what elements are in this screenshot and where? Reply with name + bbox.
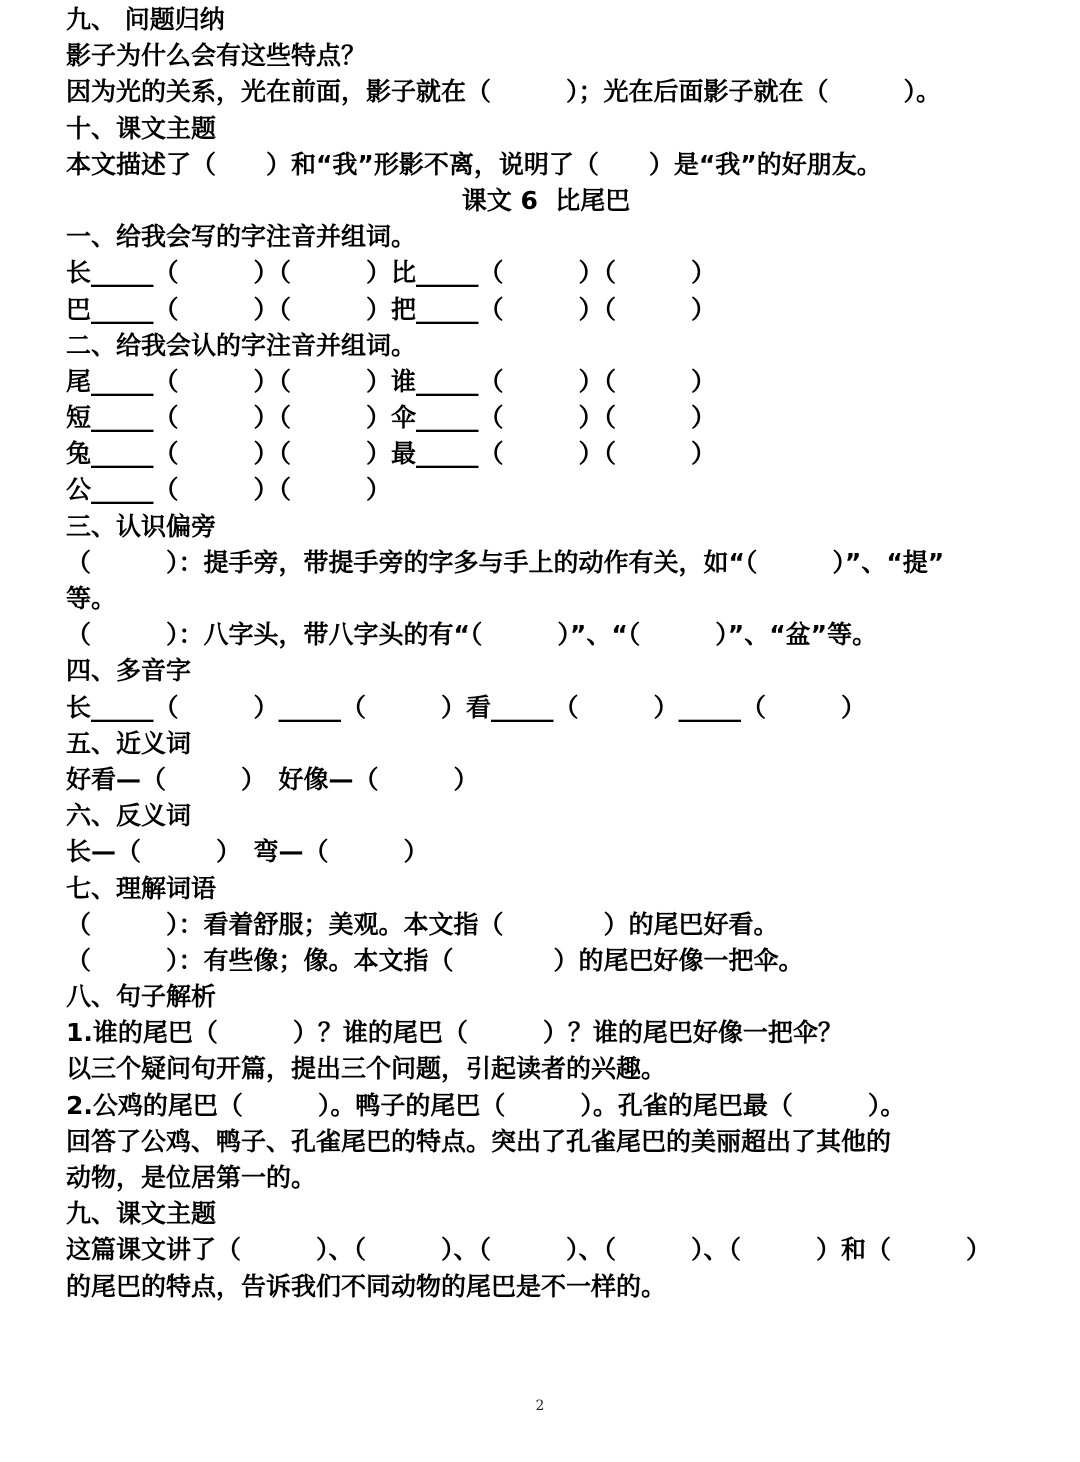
explanation-text: 的尾巴的特点，告诉我们不同动物的尾巴是不一样的。 [66, 1271, 667, 1301]
exercise-row: 2.公鸡的尾巴（ ）。鸭子的尾巴（ ）。孔雀的尾巴最（ ）。 [66, 1090, 906, 1120]
exercise-row: 好看—（ ） 好像—（ ） [66, 764, 479, 794]
question-text: 影子为什么会有这些特点？ [66, 41, 367, 71]
exercise-row: （ ）：有些像；像。本文指（ ）的尾巴好像一把伞。 [66, 945, 804, 975]
section-heading: 五、近义词 [66, 728, 192, 758]
section-heading: 九、 问题归纳 [66, 5, 225, 34]
exercise-row: 兔_____（ ）（ ）最_____（ ）（ ） [66, 439, 717, 469]
exercise-row: 尾_____（ ）（ ）谁_____（ ）（ ） [66, 366, 717, 396]
section-heading: 十、课文主题 [66, 113, 217, 143]
fill-in-sentence: 因为光的关系，光在前面，影子就在（ ）；光在后面影子就在（ ）。 [66, 77, 942, 107]
exercise-row: 长—（ ） 弯—（ ） [66, 837, 429, 867]
explanation-text: 回答了公鸡、鸭子、孔雀尾巴的特点。突出了孔雀尾巴的美丽超出了其他的 [66, 1126, 892, 1156]
section-heading: 六、反义词 [66, 801, 192, 831]
exercise-row: （ ）：八字头，带八字头的有“（ ）”、“（ ）”、“盆”等。 [66, 620, 878, 650]
exercise-row: （ ）：提手旁，带提手旁的字多与手上的动作有关，如“（ ）”、“提” [66, 547, 945, 577]
lesson-title: 课文 6 比尾巴 [461, 185, 631, 215]
section-heading: 七、理解词语 [66, 873, 217, 903]
section-heading: 三、认识偏旁 [66, 511, 217, 541]
exercise-row: （ ）：看着舒服；美观。本文指（ ）的尾巴好看。 [66, 909, 779, 939]
section-heading: 二、给我会认的字注音并组词。 [66, 330, 417, 360]
page-number: 2 [535, 1398, 545, 1414]
exercise-row: 1.谁的尾巴（ ）？谁的尾巴（ ）？谁的尾巴好像一把伞？ [66, 1018, 843, 1048]
section-heading: 一、给我会写的字注音并组词。 [66, 222, 417, 252]
exercise-row: 短_____（ ）（ ）伞_____（ ）（ ） [66, 403, 717, 433]
explanation-text: 动物，是位居第一的。 [66, 1163, 317, 1192]
exercise-row: 巴_____（ ）（ ）把_____（ ）（ ） [66, 294, 717, 324]
explanation-text: 以三个疑问句开篇，提出三个问题，引起读者的兴趣。 [66, 1054, 667, 1084]
section-heading: 九、课文主题 [66, 1199, 217, 1229]
exercise-row: 这篇课文讲了（ ）、（ ）、（ ）、（ ）、（ ）和（ ） [66, 1235, 992, 1265]
exercise-row: 公_____（ ）（ ） [66, 475, 392, 505]
exercise-row: 长_____（ ）_____（ ）看_____（ ）_____（ ） [66, 692, 867, 722]
section-heading: 四、多音字 [66, 656, 192, 686]
section-heading: 八、句子解析 [66, 982, 217, 1012]
worksheet-page [66, 0, 1026, 1305]
fill-in-sentence: 本文描述了（ ）和“我”形影不离，说明了（ ）是“我”的好朋友。 [66, 149, 882, 179]
exercise-row-continued: 等。 [66, 584, 117, 613]
exercise-row: 长_____（ ）（ ）比_____（ ）（ ） [66, 258, 717, 288]
